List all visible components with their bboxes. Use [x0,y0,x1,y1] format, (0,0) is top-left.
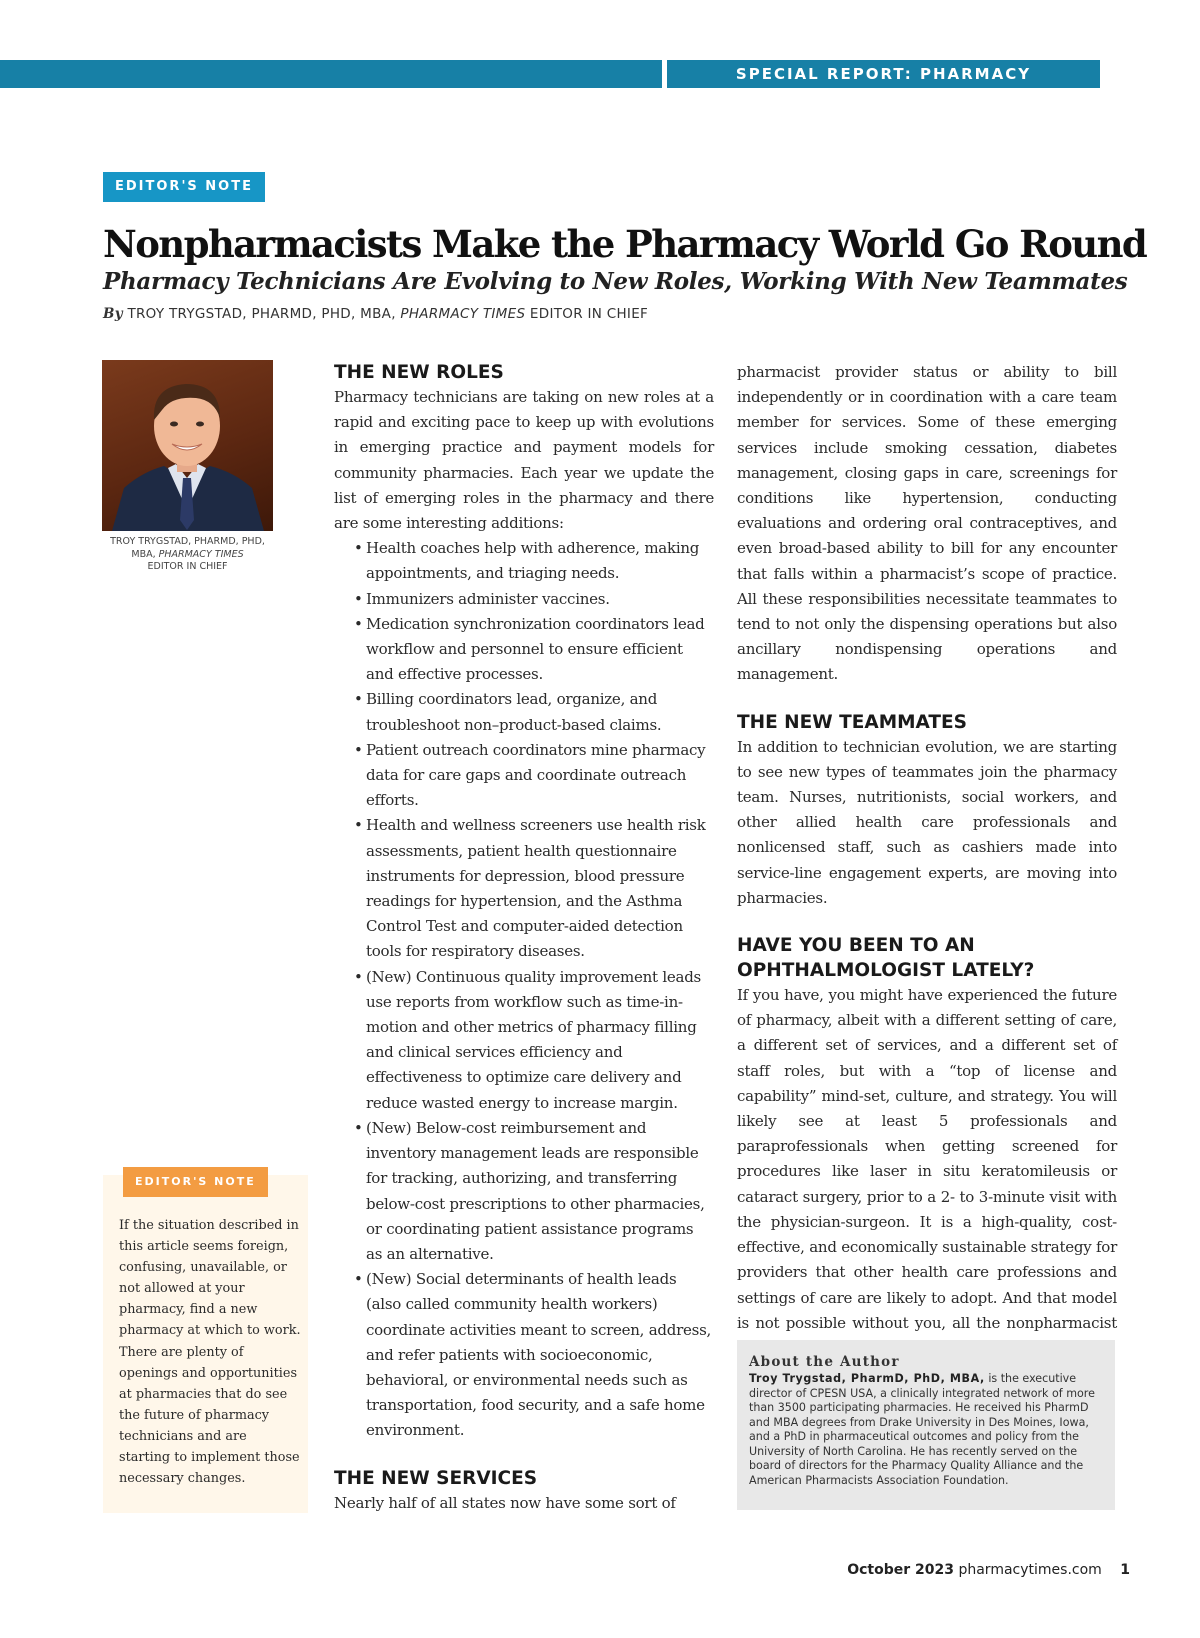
byline [103,304,648,324]
bullet-icon: • [354,589,363,608]
new-services-continued: pharmacist provider status or ability to bill independently or in coordination with a care team member for services. Some of these emerging services include smoking cessation, diabetes management, closing gaps in care, screenings for conditions like hypertension, conducting evaluations and ordering oral contraceptives, and even broad-based ability to bill for any encounter that falls within a pharmacist’s scope of practice. All these responsibilities necessitate teammates to tend to not only the dispensing operations but also ancillary nondispensing operations and management. [737,363,1117,684]
heading-new-teammates: THE NEW TEAMMATES [737,711,968,733]
list-item [354,813,714,964]
list-item-text: (New) Continuous quality improvement leads use reports from workflow such as time-in-motion and other metrics of pharmacy filling and clinical services efficiency and effectiveness to optimize care delivery and reduce wasted energy to increase margin. [366,967,702,1112]
column-1 [334,360,714,1516]
list-item-text: (New) Below-cost reimbursement and inventory management leads are responsible for tracking, authorizing, and transferring below-cost prescriptions to other pharmacies, or coordinating patient assistance programs as an alternative. [366,1118,705,1263]
bullet-icon: • [354,816,363,835]
page-number: 1 [1120,1562,1130,1578]
byline-publication: PHARMACY TIMES [400,306,526,322]
list-item-text: Health coaches help with adherence, making appointments, and triaging needs. [366,539,700,583]
editors-note-tag: EDITOR'S NOTE [103,172,265,202]
list-item-text: Patient outreach coordinators mine pharmacy data for care gaps and coordinate outreach efforts. [366,740,706,810]
new-teammates-body: In addition to technician evolution, we are starting to see new types of teammates join the pharmacy team. Nurses, nutritionists, social workers, and other allied health care professionals and nonlicensed staff, such as cashiers made into service-line engagement experts, are moving into pharmacies. [737,737,1117,907]
section-spacer [334,1444,714,1466]
section-spacer [737,688,1117,710]
list-item [354,536,714,586]
about-author-title: About the Author [749,1354,900,1370]
footer-date: October 2023 [847,1562,955,1578]
author-portrait-illustration [102,360,273,531]
list-item-text: Billing coordinators lead, organize, and troubleshoot non–product-based claims. [366,690,662,734]
bullet-icon: • [354,539,363,558]
bullet-icon: • [354,740,363,759]
caption-publication: PHARMACY TIMES [158,548,244,560]
bullet-icon: • [354,690,363,709]
photo-caption [100,536,275,574]
about-author-text [749,1372,1105,1488]
sidebar-tag: EDITOR'S NOTE [123,1167,268,1197]
list-item-text: (New) Social determinants of health leads (also called community health workers) coordinate activities meant to screen, address, and refer patients with socioeconomic, behavioral, or environmental needs such as transportation, food security, and a safe home environment. [366,1270,712,1440]
sidebar-text: If the situation described in this article seems foreign, confusing, unavailable, or not allowed at your pharmacy, find a new pharmacy at which to work. There are plenty of openings and opportunities at pharmacies that do see the future of pharmacy technicians and are starting to implement those necessary changes. [119,1218,301,1487]
new-services-lead: Nearly half of all states now have some sort of [334,1493,676,1512]
ophthalmologist-body-text: If you have, you might have experienced the future of pharmacy, albeit with a different setting of care, a different set of services, and a different set of staff roles, but with a “top of license and capability” mind-set, culture, and strategy. You will likely see at least 5 professionals and paraprofessionals when getting screened for procedures like laser in situ keratomileusis or cataract surgery, prior to a 2- to 3-minute visit with the physician-surgeon. It is a high-quality, cost-effective, and economically sustainable strategy for providers that other health care professions and settings of care are likely to adopt. And that model is not possible without you, all the nonpharmacist [737,986,1117,1332]
new-roles-list [334,536,714,1443]
ophthalmologist-body [737,983,1117,1361]
editors-note-sidebar [103,1175,308,1513]
new-roles-intro: Pharmacy technicians are taking on new roles at a rapid and exciting pace to keep up with evolutions in emerging practice and payment models for community pharmacies. Each year we update the list of emerging roles in the pharmacy and there are some interesting additions: [334,388,714,533]
list-item [354,587,714,612]
list-item-text: Health and wellness screeners use health risk assessments, patient health questionnaire instruments for depression, blood pressure readings for hypertension, and the Asthma Control Test and computer-aided detection tools for respiratory diseases. [366,816,706,961]
list-item-text: Immunizers administer vaccines. [366,589,610,608]
bullet-icon: • [354,1270,363,1289]
byline-prefix: By [103,306,123,322]
list-item [354,965,714,1116]
bullet-icon: • [354,1118,363,1137]
caption-name: TROY TRYGSTAD, PHARMD, PHD, MBA, [110,536,265,560]
caption-role: EDITOR IN CHIEF [147,561,228,572]
column-2 [737,360,1117,1361]
list-item [354,1267,714,1443]
heading-line-1: HAVE YOU BEEN TO AN [737,935,975,957]
heading-ophthalmologist [737,933,1117,983]
footer-site: pharmacytimes.com [958,1562,1102,1578]
author-name: Troy Trygstad, PharmD, PhD, MBA, [749,1372,985,1385]
heading-line-2: OPHTHALMOLOGIST LATELY? [737,960,1035,982]
list-item [354,612,714,688]
article-title: Nonpharmacists Make the Pharmacy World Go Round [103,222,1147,266]
byline-name: TROY TRYGSTAD, PHARMD, PHD, MBA, [127,306,396,322]
byline-role: EDITOR IN CHIEF [529,306,649,322]
list-item [354,738,714,814]
heading-new-roles: THE NEW ROLES [334,362,504,383]
author-photo [102,360,273,531]
list-item [354,1116,714,1267]
about-author-box [737,1340,1115,1510]
list-item-text: Medication synchronization coordinators lead workflow and personnel to ensure efficient and effective processes. [366,614,705,684]
list-item [354,687,714,737]
article-subtitle: Pharmacy Technicians Are Evolving to New Roles, Working With New Teammates [103,268,1128,295]
bullet-icon: • [354,967,363,986]
heading-new-services: THE NEW SERVICES [334,1467,538,1489]
section-spacer [737,911,1117,933]
special-report-banner: SPECIAL REPORT: PHARMACY TECHNICIANS [667,60,1100,88]
page-footer [847,1560,1130,1580]
bullet-icon: • [354,614,363,633]
author-bio: is the executive director of CPESN USA, a clinically integrated network of more than 3500 participating pharmacies. He received his PharmD and MBA degrees from Drake University in Des Moines, Iowa, and a PhD in pharmaceutical outcomes and policy from the University of North Carolina. He has recently served on the board of directors for the Pharmacy Quality Alliance and the American Pharmacists Association Foundation. [749,1372,1095,1487]
header-color-bar [0,60,662,88]
